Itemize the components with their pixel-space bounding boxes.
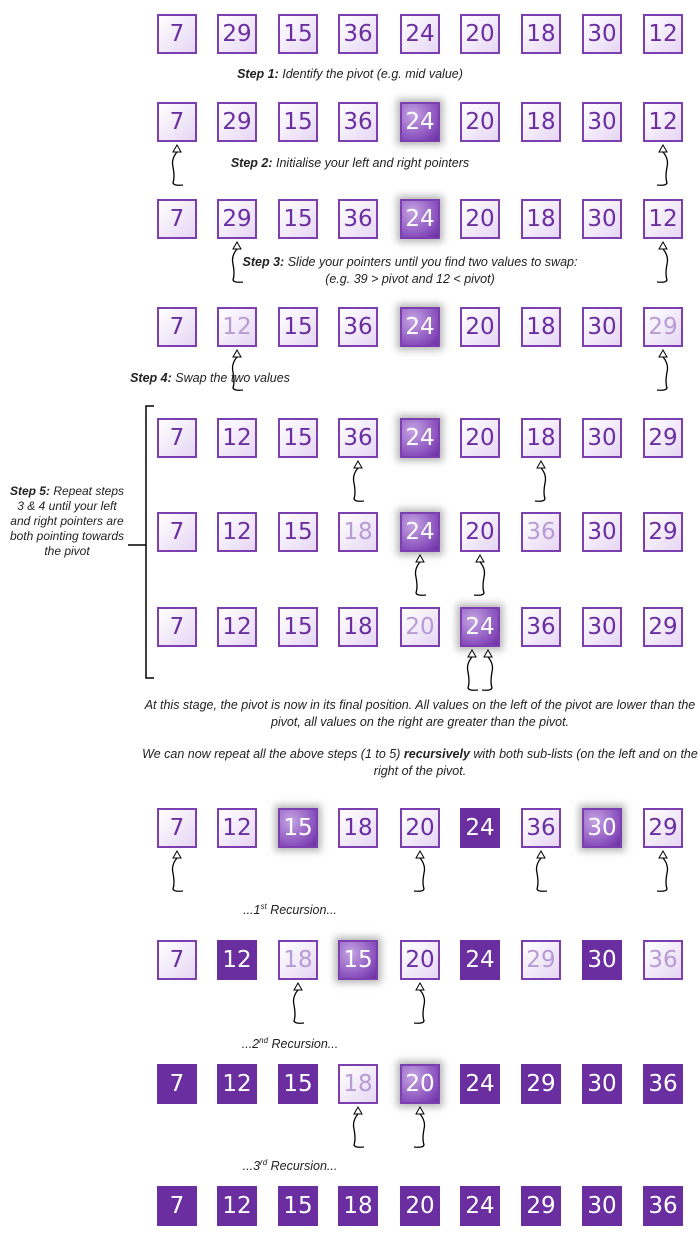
sorted-cell: 30 (582, 1186, 622, 1226)
array-cell: 18 (521, 199, 561, 239)
array-cell: 15 (278, 102, 318, 142)
sorted-cell: 29 (521, 1186, 561, 1226)
array-cell: 12 (217, 607, 257, 647)
pivot-cell: 30 (582, 808, 622, 848)
array-cell: 30 (582, 14, 622, 54)
sorted-cell: 30 (582, 940, 622, 980)
array-cell: 20 (400, 808, 440, 848)
array-cell: 18 (338, 808, 378, 848)
pivot-cell: 24 (400, 307, 440, 347)
array-cell: 29 (643, 607, 683, 647)
array-cell: 36 (521, 808, 561, 848)
sorted-cell: 12 (217, 1064, 257, 1104)
array-cell: 12 (643, 102, 683, 142)
array-cell: 15 (278, 14, 318, 54)
array-cell: 36 (338, 199, 378, 239)
array-cell: 36 (643, 940, 683, 980)
array-cell: 18 (338, 512, 378, 552)
step2-caption: Step 2: Initialise your left and right pointers (230, 156, 470, 170)
array-cell: 7 (157, 808, 197, 848)
array-cell: 7 (157, 512, 197, 552)
array-cell: 7 (157, 418, 197, 458)
array-cell: 20 (460, 418, 500, 458)
array-cell: 29 (217, 14, 257, 54)
array-cell: 7 (157, 102, 197, 142)
final-position-paragraph: At this stage, the pivot is now in its final position. All values on the left of the pivot are lower than the pivot, all values on the right are greater than the pivot. (144, 698, 696, 729)
array-cell: 36 (338, 102, 378, 142)
array-cell: 29 (217, 199, 257, 239)
array-cell: 30 (582, 307, 622, 347)
array-cell: 36 (338, 14, 378, 54)
step4-caption: Step 4: Swap the two values (130, 371, 290, 385)
array-cell: 12 (217, 512, 257, 552)
sorted-cell: 24 (460, 1186, 500, 1226)
array-cell: 30 (582, 199, 622, 239)
array-cell: 20 (400, 607, 440, 647)
pivot-cell: 24 (400, 102, 440, 142)
recursion-2-caption: ...2nd Recursion... (241, 1036, 339, 1052)
sorted-cell: 7 (157, 1186, 197, 1226)
sorted-cell: 24 (460, 940, 500, 980)
array-cell: 15 (278, 418, 318, 458)
array-cell: 12 (643, 199, 683, 239)
array-cell: 30 (582, 607, 622, 647)
array-cell: 18 (521, 102, 561, 142)
array-cell: 20 (460, 199, 500, 239)
array-cell: 30 (582, 418, 622, 458)
array-cell: 15 (278, 607, 318, 647)
sorted-cell: 36 (643, 1186, 683, 1226)
array-cell: 12 (217, 808, 257, 848)
step1-caption: Step 1: Identify the pivot (e.g. mid value) (237, 67, 463, 81)
array-cell: 20 (460, 512, 500, 552)
sorted-cell: 12 (217, 940, 257, 980)
array-cell: 30 (582, 512, 622, 552)
sorted-cell: 29 (521, 1064, 561, 1104)
sorted-cell: 7 (157, 1064, 197, 1104)
array-cell: 15 (278, 512, 318, 552)
sorted-cell: 30 (582, 1064, 622, 1104)
array-cell: 15 (278, 199, 318, 239)
array-cell: 20 (400, 940, 440, 980)
recursion-1-caption: ...1st Recursion... (243, 902, 337, 918)
array-cell: 29 (643, 307, 683, 347)
array-cell: 18 (521, 418, 561, 458)
array-cell: 29 (643, 512, 683, 552)
pivot-cell: 20 (400, 1064, 440, 1104)
array-cell: 36 (338, 307, 378, 347)
step5-caption: Step 5: Repeat steps 3 & 4 until your left and right pointers are both pointing towards the pivot (9, 484, 125, 558)
array-cell: 12 (643, 14, 683, 54)
sorted-cell: 24 (460, 1064, 500, 1104)
pivot-cell: 15 (338, 940, 378, 980)
array-cell: 18 (521, 14, 561, 54)
recursion-paragraph: We can now repeat all the above steps (1 to 5) recursively with both sub-lists (on the left and on the right of the pivot. (142, 747, 698, 778)
array-cell: 7 (157, 14, 197, 54)
array-cell: 29 (217, 102, 257, 142)
pivot-cell: 24 (400, 199, 440, 239)
array-cell: 20 (460, 14, 500, 54)
array-cell: 36 (338, 418, 378, 458)
sorted-cell: 20 (400, 1186, 440, 1226)
array-cell: 29 (521, 940, 561, 980)
array-cell: 20 (460, 102, 500, 142)
array-cell: 20 (460, 307, 500, 347)
array-cell: 24 (400, 14, 440, 54)
array-cell: 18 (278, 940, 318, 980)
sorted-cell: 15 (278, 1186, 318, 1226)
array-cell: 30 (582, 102, 622, 142)
array-cell: 7 (157, 607, 197, 647)
sorted-cell: 18 (338, 1186, 378, 1226)
sorted-cell: 12 (217, 1186, 257, 1226)
pivot-cell: 15 (278, 808, 318, 848)
pivot-cell: 24 (400, 512, 440, 552)
array-cell: 12 (217, 418, 257, 458)
array-cell: 29 (643, 808, 683, 848)
array-cell: 36 (521, 512, 561, 552)
array-cell: 7 (157, 940, 197, 980)
step3-caption: Step 3: Slide your pointers until you find two values to swap: (e.g. 39 > pivot and 12 < pivot) (242, 255, 578, 286)
array-cell: 7 (157, 307, 197, 347)
array-cell: 29 (643, 418, 683, 458)
array-cell: 15 (278, 307, 318, 347)
sorted-cell: 15 (278, 1064, 318, 1104)
array-cell: 18 (338, 1064, 378, 1104)
array-cell: 18 (521, 307, 561, 347)
array-cell: 36 (521, 607, 561, 647)
pivot-cell: 24 (400, 418, 440, 458)
pivot-cell: 24 (460, 607, 500, 647)
sorted-cell: 36 (643, 1064, 683, 1104)
array-cell: 12 (217, 307, 257, 347)
recursion-3-caption: ...3rd Recursion... (242, 1158, 338, 1174)
array-cell: 7 (157, 199, 197, 239)
sorted-cell: 24 (460, 808, 500, 848)
array-cell: 18 (338, 607, 378, 647)
